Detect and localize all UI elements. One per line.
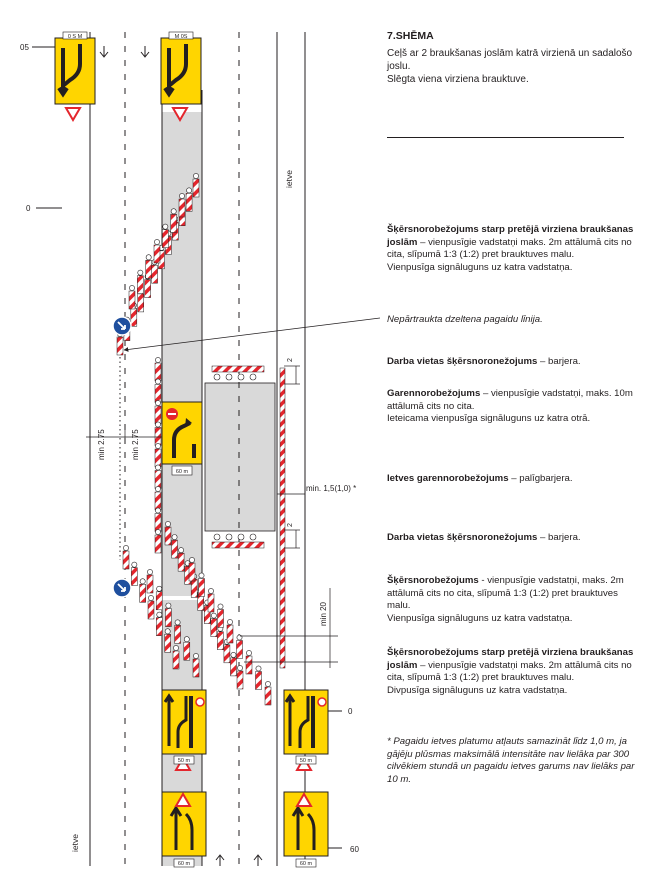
annotation-5-text: – palīgbarjera.	[508, 473, 573, 484]
annotation-7-extra: Vienpusīga signāluguns uz katra vadstatņa.	[387, 612, 573, 624]
chainage-top: 05	[20, 43, 29, 52]
dim-min-275-left: min 2.75	[97, 429, 106, 460]
signal-light	[157, 586, 162, 591]
annotation-8-title: Šķērsnorobežojums starp pretējā virziena braukšanas joslām	[387, 647, 634, 671]
signal-light	[189, 557, 194, 562]
signal-light	[193, 173, 198, 178]
dim-min-15: min. 1,5(1,0) *	[306, 484, 357, 493]
signal-light	[155, 443, 160, 448]
delineator	[146, 260, 152, 278]
keep-right-sign-2	[113, 579, 131, 597]
signal-light	[166, 603, 171, 608]
signal-light	[193, 653, 198, 658]
delineator	[217, 632, 223, 650]
lane-merge-sign-top-mid	[161, 38, 201, 120]
annotation-1-title: Šķērsnorobežojums starp pretējā virziena braukšanas joslām	[387, 224, 634, 248]
delineator	[137, 276, 143, 294]
annotation-1	[387, 224, 637, 274]
delineator	[152, 265, 158, 283]
delineator	[199, 579, 205, 597]
annotation-5	[387, 473, 637, 486]
signal-light	[265, 681, 270, 686]
delineator	[211, 619, 217, 637]
annotation-6-title: Darba vietas šķērsnoronežojums	[387, 532, 538, 543]
signal-light	[147, 569, 152, 574]
annotation-8-extra: Divpusīga signāluguns uz katra vadstatņa.	[387, 684, 568, 696]
signal-light	[218, 604, 223, 609]
signal-light	[146, 255, 151, 260]
lane-merge-sign-top-left	[55, 38, 95, 120]
delineator	[155, 492, 161, 510]
delineator	[193, 659, 199, 677]
delineator	[193, 179, 199, 197]
delineator	[155, 385, 161, 403]
annotation-7	[387, 575, 637, 625]
annotation-3-text: – barjera.	[537, 356, 581, 367]
signal-light	[155, 422, 160, 427]
divider	[387, 137, 624, 138]
annotation-4-title: Garennorobežojums	[387, 388, 481, 399]
scheme-intro	[387, 47, 637, 86]
signal-light	[155, 379, 160, 384]
delineator	[165, 634, 171, 652]
annotation-5-title: Ietves garennorobežojums	[387, 473, 509, 484]
delineator	[175, 625, 181, 643]
plate-60m-bottom-right-text: 60 m	[299, 861, 313, 867]
annotation-4-extra: Ieteicama vienpusīga signāluguns uz katra otrā.	[387, 413, 591, 425]
delineator	[218, 610, 224, 628]
delineator	[186, 193, 192, 211]
delineator	[155, 363, 161, 381]
signal-light	[155, 486, 160, 491]
signal-light	[175, 620, 180, 625]
signal-light	[208, 588, 213, 593]
delineator	[145, 280, 151, 298]
annotation-1-text: – vienpusīgie vadstatņi maks. 2m attālumā cits no cita, slīpumā 1:3 (1:2) pret brauktuves malu.	[387, 236, 632, 261]
signal-light	[148, 595, 153, 600]
signal-light	[138, 270, 143, 275]
delineator	[156, 592, 162, 610]
delineator	[131, 308, 137, 326]
work-barrier-bottom	[212, 542, 264, 548]
lane-shift-sign-mid	[162, 402, 202, 464]
delineator	[155, 514, 161, 532]
annotation-9: * Pagaidu ietves platumu atļauts samazināt līdz 1,0 m, ja gājēju plūsmas maksimālā intensitāte nav lielāka par 300 cilvēkiem stundā un pagaidu ietves garums nav lielāks par 10 m.	[387, 736, 635, 785]
signal-light	[237, 665, 242, 670]
delineator	[147, 575, 153, 593]
signal-light	[165, 629, 170, 634]
delineator	[117, 337, 123, 355]
signal-light	[155, 400, 160, 405]
delineator	[237, 641, 243, 659]
delineator	[172, 540, 178, 558]
annotation-6	[387, 532, 637, 545]
delineator	[129, 291, 135, 309]
delineator	[155, 406, 161, 424]
signal-light	[157, 612, 162, 617]
signal-light	[211, 613, 216, 618]
intro-line-2: Slēgta viena virziena brauktuve.	[387, 74, 529, 85]
plate-50m-right-text: 50 m	[299, 758, 313, 764]
signal-light	[155, 465, 160, 470]
sidewalk-label-bottom: ietve	[70, 834, 80, 852]
signal-light	[184, 637, 189, 642]
lane-reduction-sign-lower	[162, 690, 206, 754]
signal-light	[231, 652, 236, 657]
intro-line-1: Ceļš ar 2 braukšanas joslām katrā virzienā un sadalošo joslu.	[387, 48, 633, 72]
sidewalk-barrier	[280, 368, 285, 668]
annotation-4-text: – vienpusīgie vadstatņi, maks. 10m attālumā cits no cita.	[387, 388, 633, 412]
delineator	[256, 672, 262, 690]
annotation-8-text: – vienpusīgie vadstatņi maks. 2m attālumā cits no cita, slīpumā 1:3 (1:2) pret brauktuves malu.	[387, 659, 632, 684]
delineator	[131, 568, 137, 586]
delineator	[178, 553, 184, 571]
annotation-6-text: – barjera.	[537, 532, 581, 543]
chainage-zero: 0	[26, 204, 31, 213]
lane-reduction-sign-right	[284, 690, 328, 754]
signal-light	[154, 239, 159, 244]
signal-light	[256, 666, 261, 671]
signal-light	[132, 562, 137, 567]
annotation-3-title: Darba vietas šķērsnoronežojums	[387, 356, 538, 367]
signal-light	[178, 548, 183, 553]
signal-light	[186, 188, 191, 193]
delineator	[191, 579, 197, 597]
delineator	[246, 656, 252, 674]
delineator	[227, 625, 233, 643]
annotation-8	[387, 647, 637, 697]
delineator	[208, 594, 214, 612]
dim-min-275-right: min 2.75	[131, 429, 140, 460]
work-area	[205, 383, 275, 531]
delineator	[155, 535, 161, 553]
annotation-7-text: - vienpusīgie vadstatņi, maks. 2m attālumā cits no cita, slīpumā 1:3 (1:2) pret brauktuves malu.	[387, 575, 624, 612]
signal-light	[199, 573, 204, 578]
delineator	[155, 471, 161, 489]
sidewalk-label-top: ietve	[284, 170, 294, 188]
signal-light	[155, 357, 160, 362]
delineator	[189, 563, 195, 581]
delineator	[123, 551, 129, 569]
plate-top-left-text: 0 S M	[67, 34, 83, 40]
signal-light	[129, 285, 134, 290]
delineator	[155, 428, 161, 446]
delineator	[154, 245, 160, 263]
signal-light	[227, 619, 232, 624]
delineator	[184, 642, 190, 660]
delineator	[155, 449, 161, 467]
delineator	[148, 601, 154, 619]
annotation-3	[387, 356, 637, 369]
delineator	[165, 609, 171, 627]
chainage-bottom: 60	[350, 845, 359, 854]
dim-min-20: min 20	[319, 601, 328, 626]
signal-light	[155, 529, 160, 534]
signal-light	[123, 545, 128, 550]
signal-light	[179, 193, 184, 198]
signal-light	[163, 224, 168, 229]
signal-light	[155, 508, 160, 513]
delineator	[156, 618, 162, 636]
dim-two-top: 2	[287, 358, 294, 362]
annotation-4	[387, 388, 637, 426]
plate-60m-text: 60 m	[175, 469, 189, 475]
delineator	[173, 651, 179, 669]
plate-60m-bottom-mid-text: 60 m	[177, 861, 191, 867]
delineator	[179, 199, 185, 217]
signal-light	[171, 209, 176, 214]
delineator	[230, 658, 236, 676]
delineator	[265, 687, 271, 705]
dim-two-bottom: 2	[287, 523, 294, 527]
annotation-1-extra: Vienpusīga signāluguns uz katra vadstatņa.	[387, 261, 573, 273]
annotation-7-title: Šķērsnorobežojums	[387, 575, 479, 586]
delineator	[138, 294, 144, 312]
work-barrier-top	[212, 366, 264, 372]
signal-light	[173, 645, 178, 650]
plate-50m-text: 50 m	[177, 758, 191, 764]
delineator	[237, 671, 243, 689]
scheme-title: 7.SHĒMA	[387, 30, 434, 42]
plate-top-mid-text: M 0S	[174, 34, 188, 40]
delineator	[165, 527, 171, 545]
signal-light	[165, 521, 170, 526]
annotation-2: Nepārtraukta dzeltena pagaidu līnija.	[387, 314, 543, 325]
delineator	[162, 230, 168, 248]
signal-light	[172, 534, 177, 539]
delineator	[140, 584, 146, 602]
delineator	[224, 645, 230, 663]
keep-right-sign-1	[113, 317, 131, 335]
signal-light	[246, 650, 251, 655]
chainage-right-zero: 0	[348, 707, 353, 716]
signal-light	[140, 579, 145, 584]
delineator	[171, 214, 177, 232]
